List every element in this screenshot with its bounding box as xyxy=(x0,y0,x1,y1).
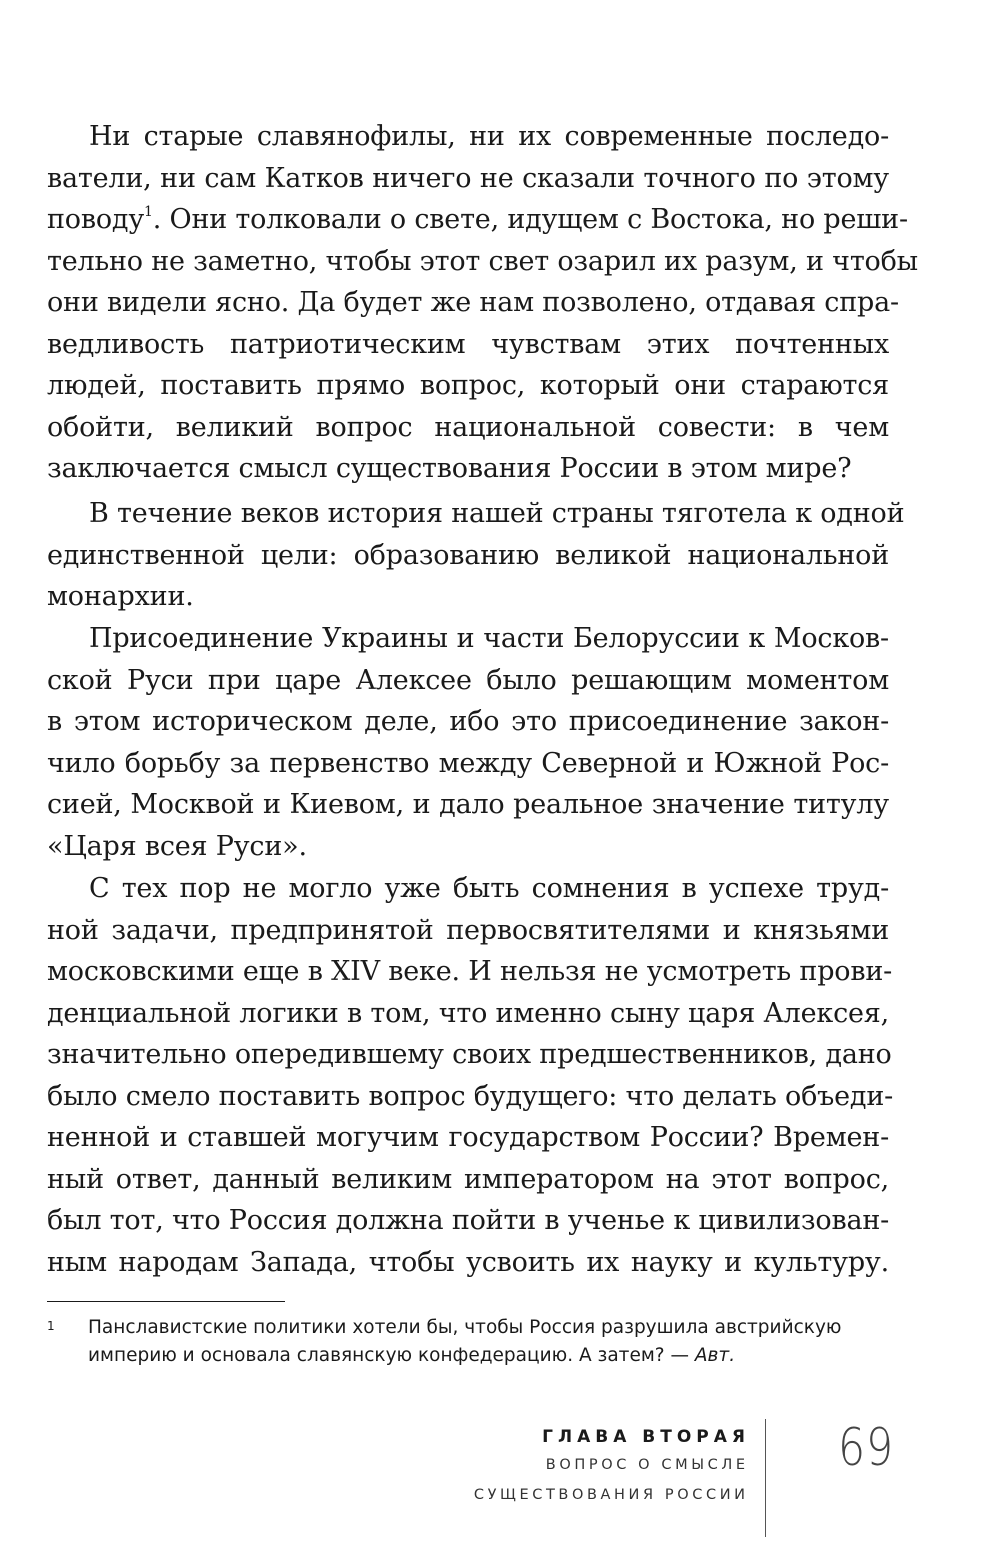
footnote-author-mark: Авт. xyxy=(694,1345,736,1366)
text-line: было смело поставить вопрос будущего: что делать объеди- xyxy=(47,1080,894,1112)
footnote-number: 1 xyxy=(47,1319,55,1333)
text-line: чило борьбу за первенство между Северной и Южной Рос- xyxy=(47,747,889,779)
text-line: Ни старые славянофилы, ни их современные последо- xyxy=(89,121,889,152)
text-line: ненной и ставшей могучим государством России? Времен- xyxy=(47,1122,889,1153)
text-line: единственной цели: образованию великой национальной xyxy=(47,539,889,571)
text-line: был тот, что Россия должна пойти в ученье к цивилизован- xyxy=(47,1205,890,1236)
footnote-line: Панславистские политики хотели бы, чтобы Россия разрушила австрийскую xyxy=(88,1317,842,1338)
running-head xyxy=(473,1424,750,1510)
text-line: значительно опередившему своих предшественников, дано xyxy=(47,1039,892,1070)
paragraph-3 xyxy=(47,618,889,867)
text-fragment: . Они толковали о свете, идущем с Востока, но реши- xyxy=(152,204,908,235)
text-line: С тех пор не могло уже быть сомнения в успехе труд- xyxy=(89,873,889,904)
text-line: в этом историческом деле, ибо это присоединение закон- xyxy=(47,706,889,737)
chapter-label: ГЛАВА ВТОРАЯ xyxy=(542,1427,750,1447)
footnote xyxy=(47,1314,889,1370)
text-line: тельно не заметно, чтобы этот свет озарил их разум, и чтобы xyxy=(47,245,918,277)
text-line: заключается смысл существования России в этом мире? xyxy=(47,453,852,484)
footnote-reference[interactable]: 1 xyxy=(144,204,153,220)
text-line: В течение веков история нашей страны тяготела к одной xyxy=(89,498,905,529)
paragraph-1 xyxy=(47,116,918,490)
text-line: ной задачи, предпринятой первосвятителями и князьями xyxy=(47,914,889,946)
footnote-divider xyxy=(47,1301,285,1302)
text-line: ватели, ни сам Катков ничего не сказали точного по этому xyxy=(47,162,889,194)
text-line-with-footnote-ref xyxy=(47,199,908,241)
text-line: они видели ясно. Да будет же нам позволено, отдавая спра- xyxy=(47,287,899,318)
text-line: ской Руси при царе Алексее было решающим моментом xyxy=(47,664,889,696)
paragraph-4 xyxy=(47,868,894,1283)
text-line: денциальной логики в том, что именно сыну царя Алексея, xyxy=(47,997,889,1029)
text-line: обойти, великий вопрос национальной совести: в чем xyxy=(47,411,889,443)
text-line: «Царя всея Руси». xyxy=(47,830,307,862)
text-line: монархии. xyxy=(47,581,194,612)
footnote-line xyxy=(88,1342,889,1370)
page-number: 69 xyxy=(838,1418,894,1478)
chapter-title-line: СУЩЕСТВОВАНИЯ РОССИИ xyxy=(473,1487,749,1503)
text-line: Присоединение Украины и части Белоруссии к Москов- xyxy=(89,623,889,654)
paragraph-2 xyxy=(47,493,905,618)
text-line: людей, поставить прямо вопрос, который они стараются xyxy=(47,370,889,401)
text-line: ным народам Запада, чтобы усвоить их науку и культуру. xyxy=(47,1246,889,1278)
text-line: ведливость патриотическим чувствам этих почтенных xyxy=(47,328,889,360)
footnote-text: империю и основала славянскую конфедерацию. А затем? — xyxy=(88,1345,695,1366)
text-line: московскими еще в XIV веке. И нельзя не усмотреть прови- xyxy=(47,956,893,987)
chapter-title-line: ВОПРОС О СМЫСЛЕ xyxy=(545,1457,749,1473)
text-line: сией, Москвой и Киевом, и дало реальное значение титулу xyxy=(47,789,889,820)
text-line: ный ответ, данный великим императором на этот вопрос, xyxy=(47,1163,889,1195)
text-fragment: поводу xyxy=(47,204,145,235)
running-head-divider xyxy=(765,1419,766,1537)
